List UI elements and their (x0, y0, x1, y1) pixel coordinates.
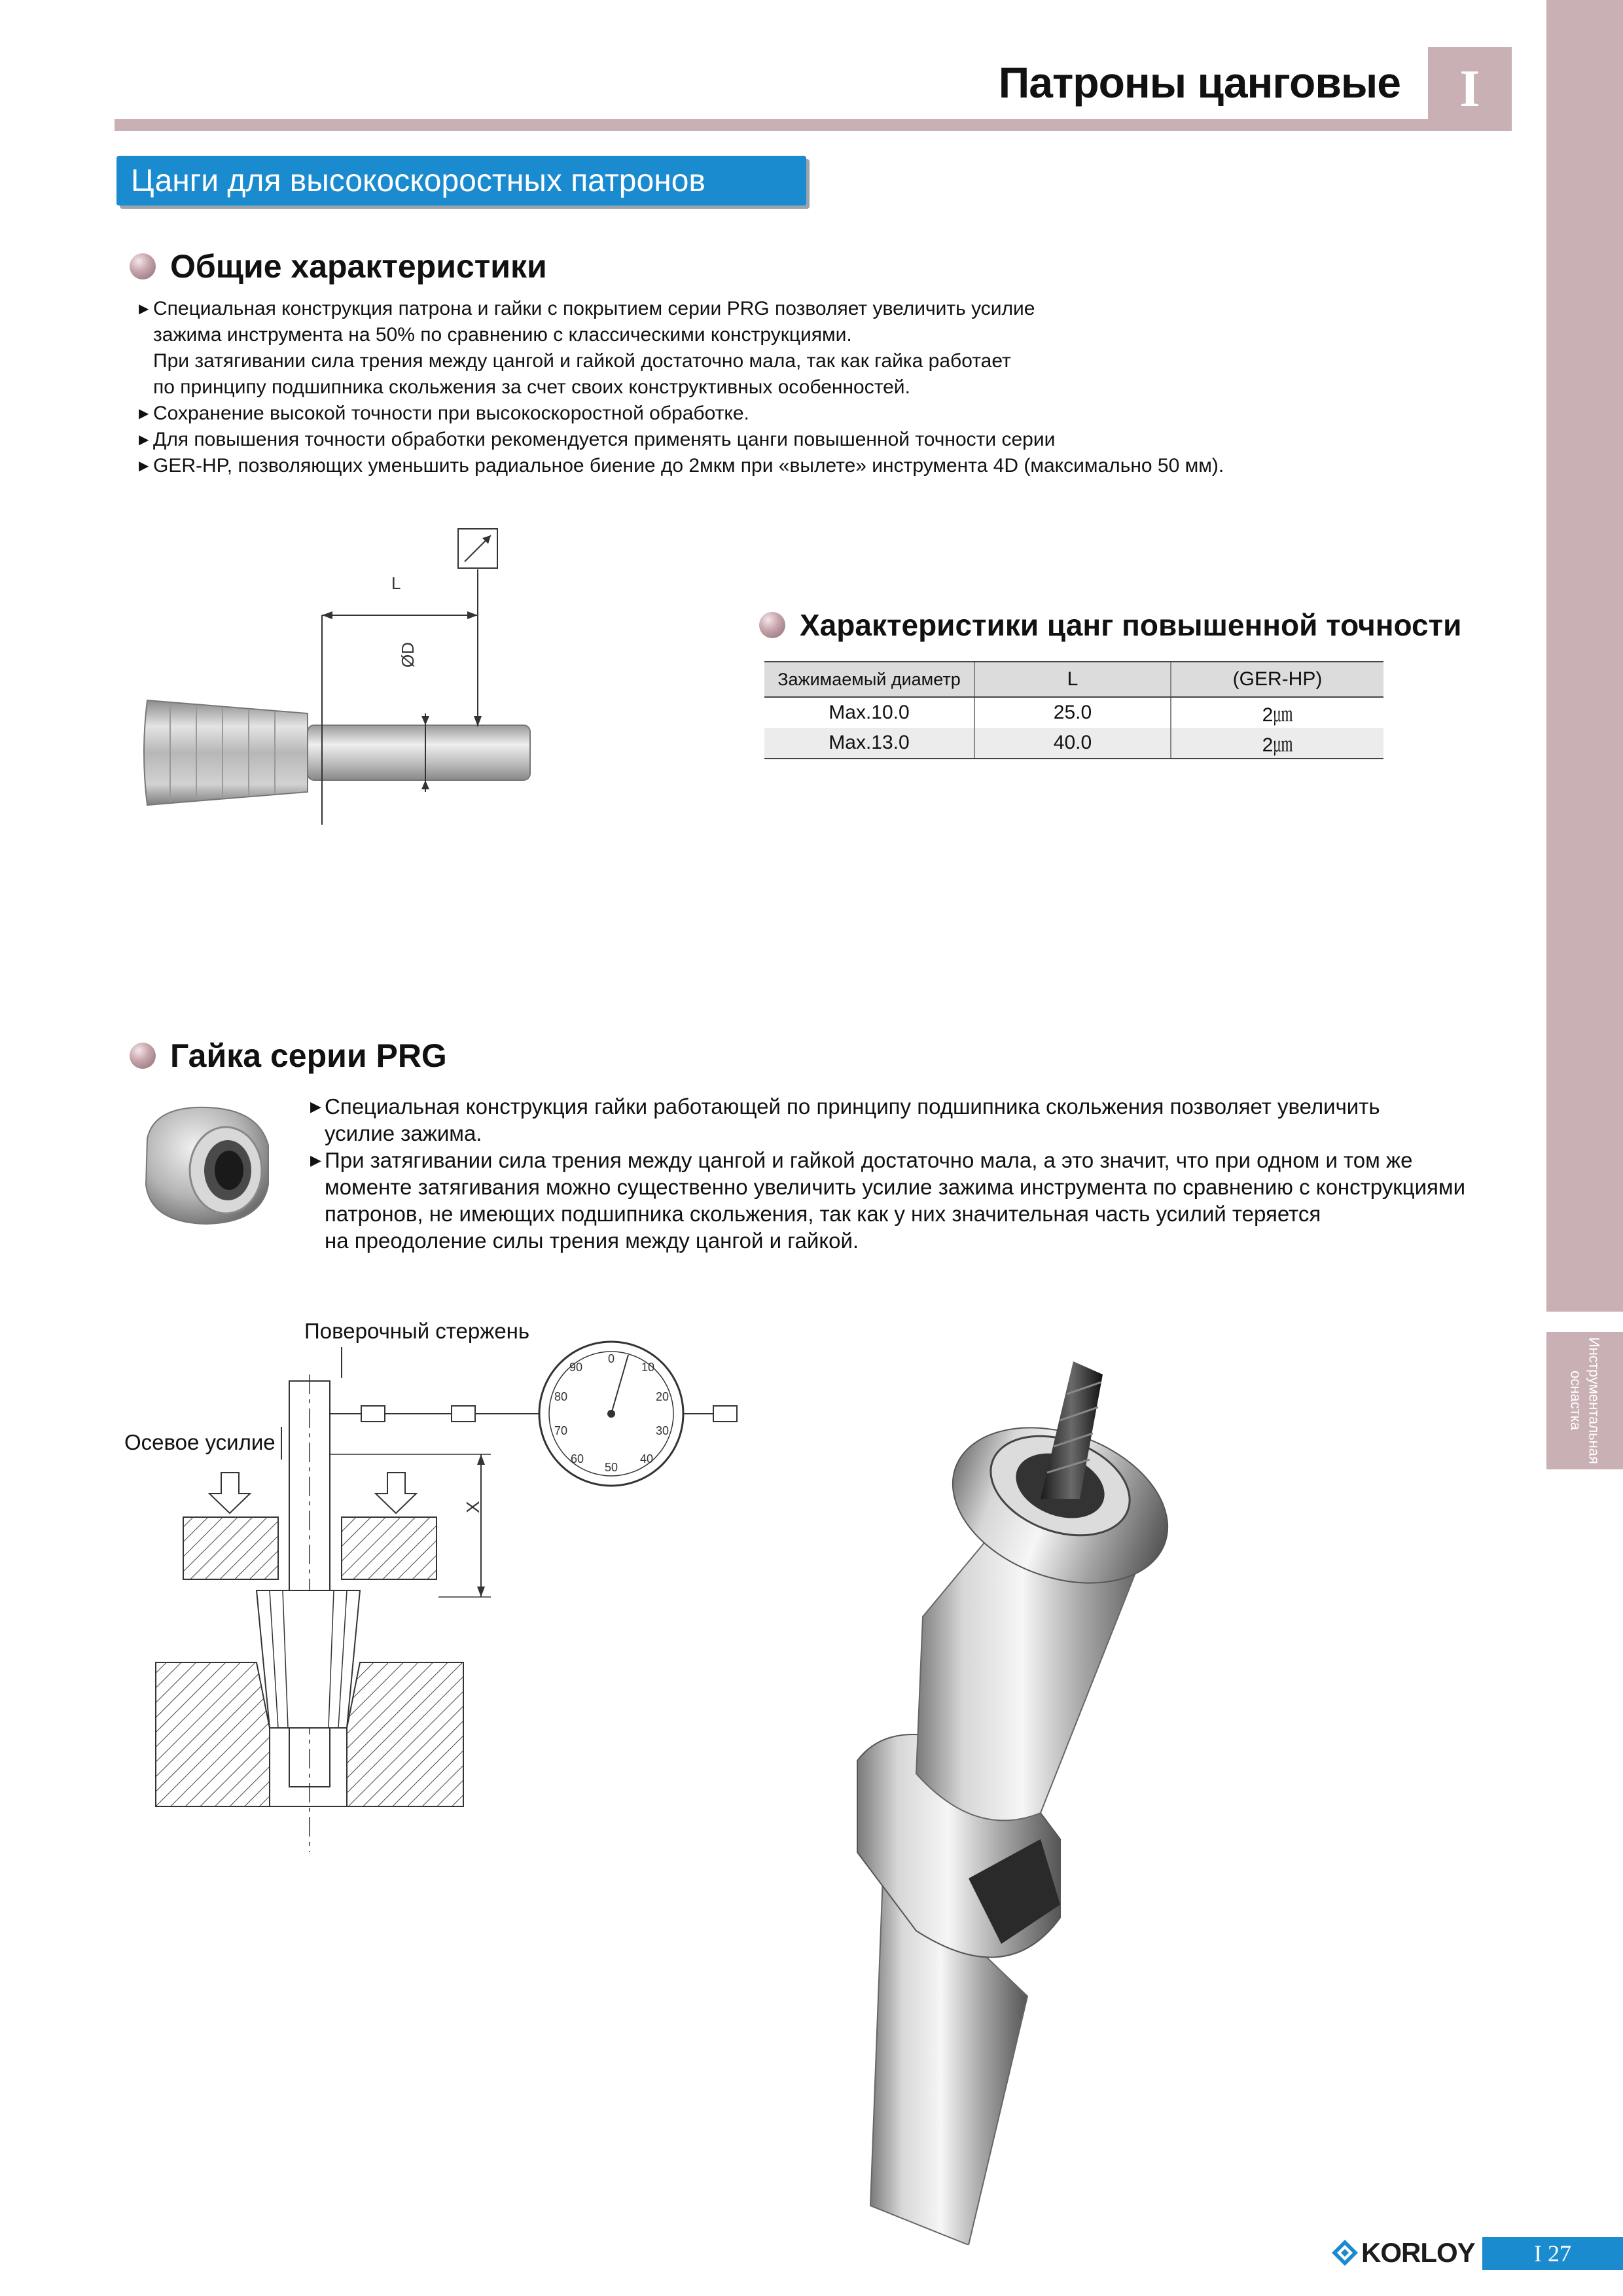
dial-tick: 70 (554, 1424, 568, 1437)
circle-bullet-icon (759, 612, 785, 638)
text-line (139, 401, 1224, 427)
circle-bullet-icon (130, 253, 156, 279)
dial-tick: 50 (604, 1461, 618, 1474)
korloy-logo-icon (1330, 2238, 1359, 2267)
section-banner (116, 156, 806, 206)
table-row (764, 728, 1383, 759)
dial-tick: 30 (655, 1424, 669, 1437)
page-number: I 27 (1482, 2237, 1623, 2270)
text-line (310, 1147, 1465, 1174)
col-header-L: L (974, 662, 1171, 697)
text-line-content: по принципу подшипника скольжения за счет своих конструктивных особенностей. (153, 376, 910, 398)
arrow-bullet-icon: ▶ (310, 1152, 321, 1168)
text-line (310, 1120, 1465, 1147)
side-bar (1546, 0, 1623, 1312)
axial-force-label: Осевое усилие (124, 1430, 276, 1454)
prg-text (310, 1093, 1465, 1254)
text-line (139, 296, 1224, 322)
dial-tick: 20 (655, 1390, 669, 1403)
table-cell: Max.10.0 (829, 702, 910, 723)
table-row (764, 697, 1383, 728)
arrow-bullet-icon: ▶ (139, 433, 149, 447)
text-line (310, 1227, 1465, 1254)
text-line-content: зажима инструмента на 50% по сравнению с классическими конструкциями. (153, 324, 852, 346)
prg-heading-text: Гайка серии PRG (170, 1037, 447, 1074)
arrow-bullet-icon: ▶ (310, 1098, 321, 1115)
section-letter: I (1459, 60, 1480, 118)
test-bar-label: Поверочный стержень (304, 1319, 530, 1343)
label-L: L (391, 573, 401, 593)
general-text (139, 296, 1224, 479)
prg-nut-image (134, 1100, 278, 1230)
text-line (139, 427, 1224, 453)
text-line-content: усилие зажима. (325, 1121, 482, 1145)
collet-drawing (131, 517, 576, 831)
label-D: ØD (398, 642, 418, 668)
precision-table (764, 661, 1383, 759)
dial-tick: 40 (639, 1452, 654, 1465)
general-heading (130, 247, 547, 285)
table-cell: 2㎛ (1171, 697, 1383, 728)
general-heading-text: Общие характеристики (170, 248, 547, 285)
header-line (115, 119, 1512, 131)
x-label: X (463, 1501, 483, 1513)
dial-tick: 90 (569, 1361, 583, 1374)
text-line (139, 453, 1224, 479)
circle-bullet-icon (130, 1043, 156, 1069)
text-line-content: Для повышения точности обработки рекомендуется применять цанги повышенной точности серии (153, 429, 1056, 450)
arrow-bullet-icon: ▶ (139, 302, 149, 316)
text-line-content: При затягивании сила трения между цангой и гайкой достаточно мала, так как гайка работает (153, 350, 1011, 372)
page-title: Патроны цанговые (998, 58, 1400, 107)
table-cell: 25.0 (974, 697, 1171, 728)
arrow-bullet-icon: ▶ (139, 459, 149, 473)
text-line-content: GER-HP, позволяющих уменьшить радиальное биение до 2мкм при «вылете» инструмента 4D (максимально 50 мм). (153, 455, 1224, 476)
text-line-content: патронов, не имеющих подшипника скольжения, так как у них значительная часть усилий теряется (325, 1202, 1321, 1226)
col-header-diameter: Зажимаемый диаметр (764, 662, 974, 697)
text-line-content: Сохранение высокой точности при высокоскоростной обработке. (153, 403, 749, 424)
text-line-content: Специальная конструкция патрона и гайки с покрытием серии PRG позволяет увеличить усилие (153, 298, 1035, 319)
section-letter-box (1428, 47, 1512, 131)
table-cell: 40.0 (974, 728, 1171, 759)
text-line (139, 322, 1224, 348)
banner-title: Цанги для высокоскоростных патронов (131, 163, 705, 198)
text-line-content: Специальная конструкция гайки работающей по принципу подшипника скольжения позволяет увеличить (325, 1094, 1380, 1119)
text-line (139, 374, 1224, 401)
text-line-content: При затягивании сила трения между цангой и гайкой достаточно мала, а это значит, что при одном и том же (325, 1148, 1413, 1172)
text-line (310, 1093, 1465, 1120)
dial-tick: 0 (607, 1352, 615, 1365)
chuck-photo (844, 1342, 1289, 2245)
brand-name: KORLOY (1361, 2237, 1475, 2268)
text-line-content: на преодоление силы трения между цангой и гайкой. (325, 1229, 859, 1253)
text-line (310, 1200, 1465, 1227)
test-diagram (105, 1309, 798, 1872)
dial-tick: 60 (570, 1452, 584, 1465)
text-line (139, 348, 1224, 374)
text-line-content: моменте затягивания можно существенно увеличить усилие зажима инструмента по сравнению с конструкциями (325, 1175, 1466, 1199)
precision-heading (759, 607, 1461, 643)
table-cell: 2㎛ (1171, 728, 1383, 759)
prg-heading (130, 1037, 447, 1075)
dial-tick: 10 (641, 1361, 655, 1374)
arrow-bullet-icon: ▶ (139, 406, 149, 421)
dial-tick: 80 (554, 1390, 568, 1403)
col-header-gerhp: (GER-HP) (1171, 662, 1383, 697)
text-line (310, 1174, 1465, 1200)
table-cell: Max.13.0 (764, 728, 974, 759)
precision-heading-text: Характеристики цанг повышенной точности (800, 608, 1462, 642)
side-tab-label: Инструментальная оснастка (1567, 1337, 1603, 1464)
